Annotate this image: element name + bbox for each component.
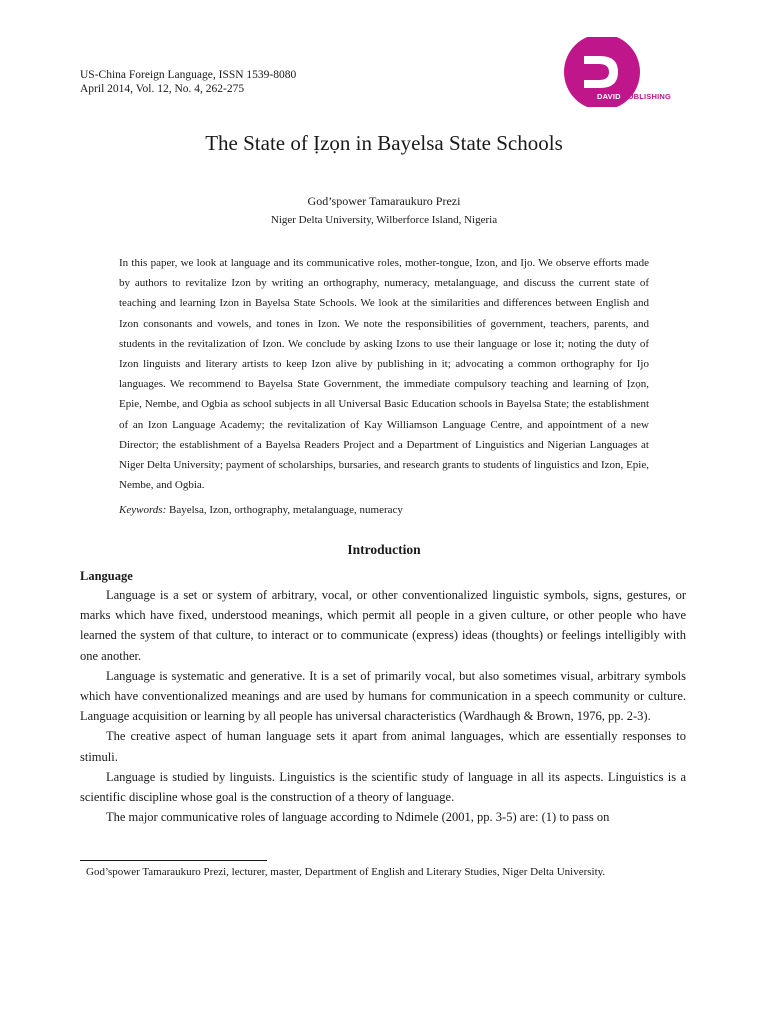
body-text <box>80 585 686 827</box>
publisher-logo <box>562 37 692 107</box>
logo-wordmark <box>597 92 671 101</box>
journal-issn-line: US-China Foreign Language, ISSN 1539-8080 <box>80 69 297 81</box>
paragraph: Language is studied by linguists. Linguistics is the scientific study of language in all its aspects. Linguistics is a scientific discipline whose goal is the construction of a theory of language. <box>80 769 686 805</box>
paragraph: The creative aspect of human language sets it apart from animal languages, which are essentially responses to stimuli. <box>80 729 686 764</box>
author-affiliation: Niger Delta University, Wilberforce Island, Nigeria <box>270 214 498 226</box>
keywords-list: Bayelsa, Izon, orthography, metalanguage, numeracy <box>166 504 403 516</box>
subheading-language: Language <box>80 569 133 583</box>
paragraph: Language is systematic and generative. It is a set of primarily vocal, but also sometimes visual, arbitrary symbols which have conventionalized meanings and are used by humans for communication in a speech community or culture. Language acquisition or learning by all people has universal characteristics (Wardhaugh & Brown, 1976, pp. 2-3). <box>80 668 686 724</box>
abstract: In this paper, we look at language and its communicative roles, mother-tongue, Izon, and Ijo. We observe efforts made by authors to revitalize Izon by writing an orthography, numeracy, metalanguage, and discuss the current state of teaching and learning Izon in Bayelsa State Schools. We look at the similarities and differences between English and Izon consonants and vowels, and tones in Izon. We note the responsibilities of government, teachers, parents, and students in the revitalization of Izon. We conclude by asking Izons to use their language or lose it; noting the duty of Izon linguists and literary artists to keep Izon alive by publishing in it; advocating a common orthography for Ijo languages. We recommend to Bayelsa State Government, the immediate compulsory teaching and learning of Ịzọn, Epie, Nembe, and Ogbia as school subjects in all Universal Basic Education schools in Bayelsa State; the establishment of an Izon Language Academy; the revitalization of Kay Williamson Language Centre, and appointment of a new Director; the establishment of a Bayelsa Readers Project and a Department of Linguistics and Nigerian Languages at Niger Delta University; payment of scholarships, bursaries, and research grants to students of linguistics and Izon, Epie, Nembe, and Ogbia. <box>119 257 649 492</box>
author-name: God’spower Tamaraukuro Prezi <box>307 194 461 208</box>
footnote-divider <box>80 860 267 861</box>
journal-info <box>80 68 296 96</box>
journal-issue-line: April 2014, Vol. 12, No. 4, 262-275 <box>80 83 245 95</box>
paper-title: The State of Ịzọn in Bayelsa State Schools <box>205 131 563 155</box>
section-heading-introduction: Introduction <box>347 542 421 557</box>
footnote: God’spower Tamaraukuro Prezi, lecturer, master, Department of English and Literary Studies, Niger Delta University. <box>86 866 606 878</box>
keywords <box>119 501 649 519</box>
paragraph: The major communicative roles of language according to Ndimele (2001, pp. 3-5) are: (1) to pass on <box>106 810 610 825</box>
keywords-label: Keywords: <box>119 504 167 516</box>
logo-word-david: DAVID <box>597 92 621 101</box>
paragraph: Language is a set or system of arbitrary, vocal, or other conventionalized linguistic symbols, signs, gestures, or marks which have fixed, understood meanings, which permit all people in a given culture, or other people who have learned the system of that culture, to interact or to communicate (express) ideas (thoughts) or feelings intelligibly with one another. <box>80 588 686 663</box>
logo-word-publishing: PUBLISHING <box>622 92 672 101</box>
